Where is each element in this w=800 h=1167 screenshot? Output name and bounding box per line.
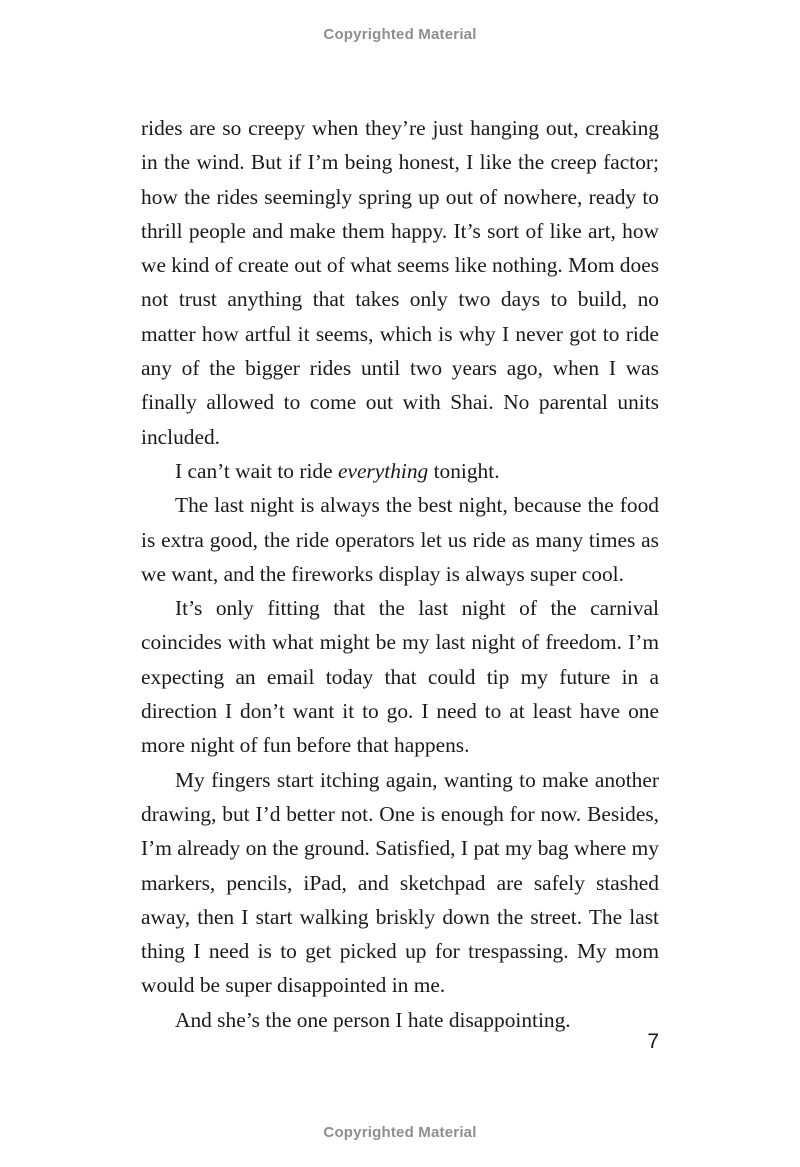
paragraph-1: rides are so creepy when they’re just hanging out, creaking in the wind. But if I’m being honest, I like the creep factor; how the rides seemingly spring up out of nowhere, ready to thrill people and make them happy. It’s sort of like art, how we kind of create out of what seems like nothing. Mom does not trust anything that takes only two days to build, no matter how artful it seems, which is why I never got to ride any of the bigger rides until two years ago, when I was finally allowed to come out with Shai. No parental units included. <box>141 116 660 449</box>
page-number: 7 <box>647 1030 659 1053</box>
paragraph-2-emphasis: everything <box>337 458 429 483</box>
copyright-watermark-bottom: Copyrighted Material <box>323 1124 477 1141</box>
paragraph-2-end: tonight. <box>428 458 500 483</box>
paragraph-2 <box>141 454 659 488</box>
copyright-watermark-top: Copyrighted Material <box>323 26 477 43</box>
page-body <box>141 111 659 1037</box>
paragraph-5: My fingers start itching again, wanting to make another drawing, but I’d better not. One is enough for now. Besides, I’m already on the ground. Satisfied, I pat my bag where my markers, pencils, iPad, and sketchpad are safely stashed away, then I start walking briskly down the street. The last thing I need is to get picked up for trespassing. My mom would be super disappointed in me. <box>141 767 659 998</box>
paragraph-4: It’s only fitting that the last night of the carnival coincides with what might be my last night of freedom. I’m expecting an email today that could tip my future in a direction I don’t want it to go. I need to at least have one more night of fun before that happens. <box>141 596 659 758</box>
paragraph-6: And she’s the one person I hate disappointing. <box>175 1007 571 1032</box>
paragraph-2-start: I can’t wait to ride <box>175 458 338 483</box>
paragraph-3: The last night is always the best night, because the food is extra good, the ride operators let us ride as many times as we want, and the fireworks display is always super cool. <box>141 493 659 586</box>
